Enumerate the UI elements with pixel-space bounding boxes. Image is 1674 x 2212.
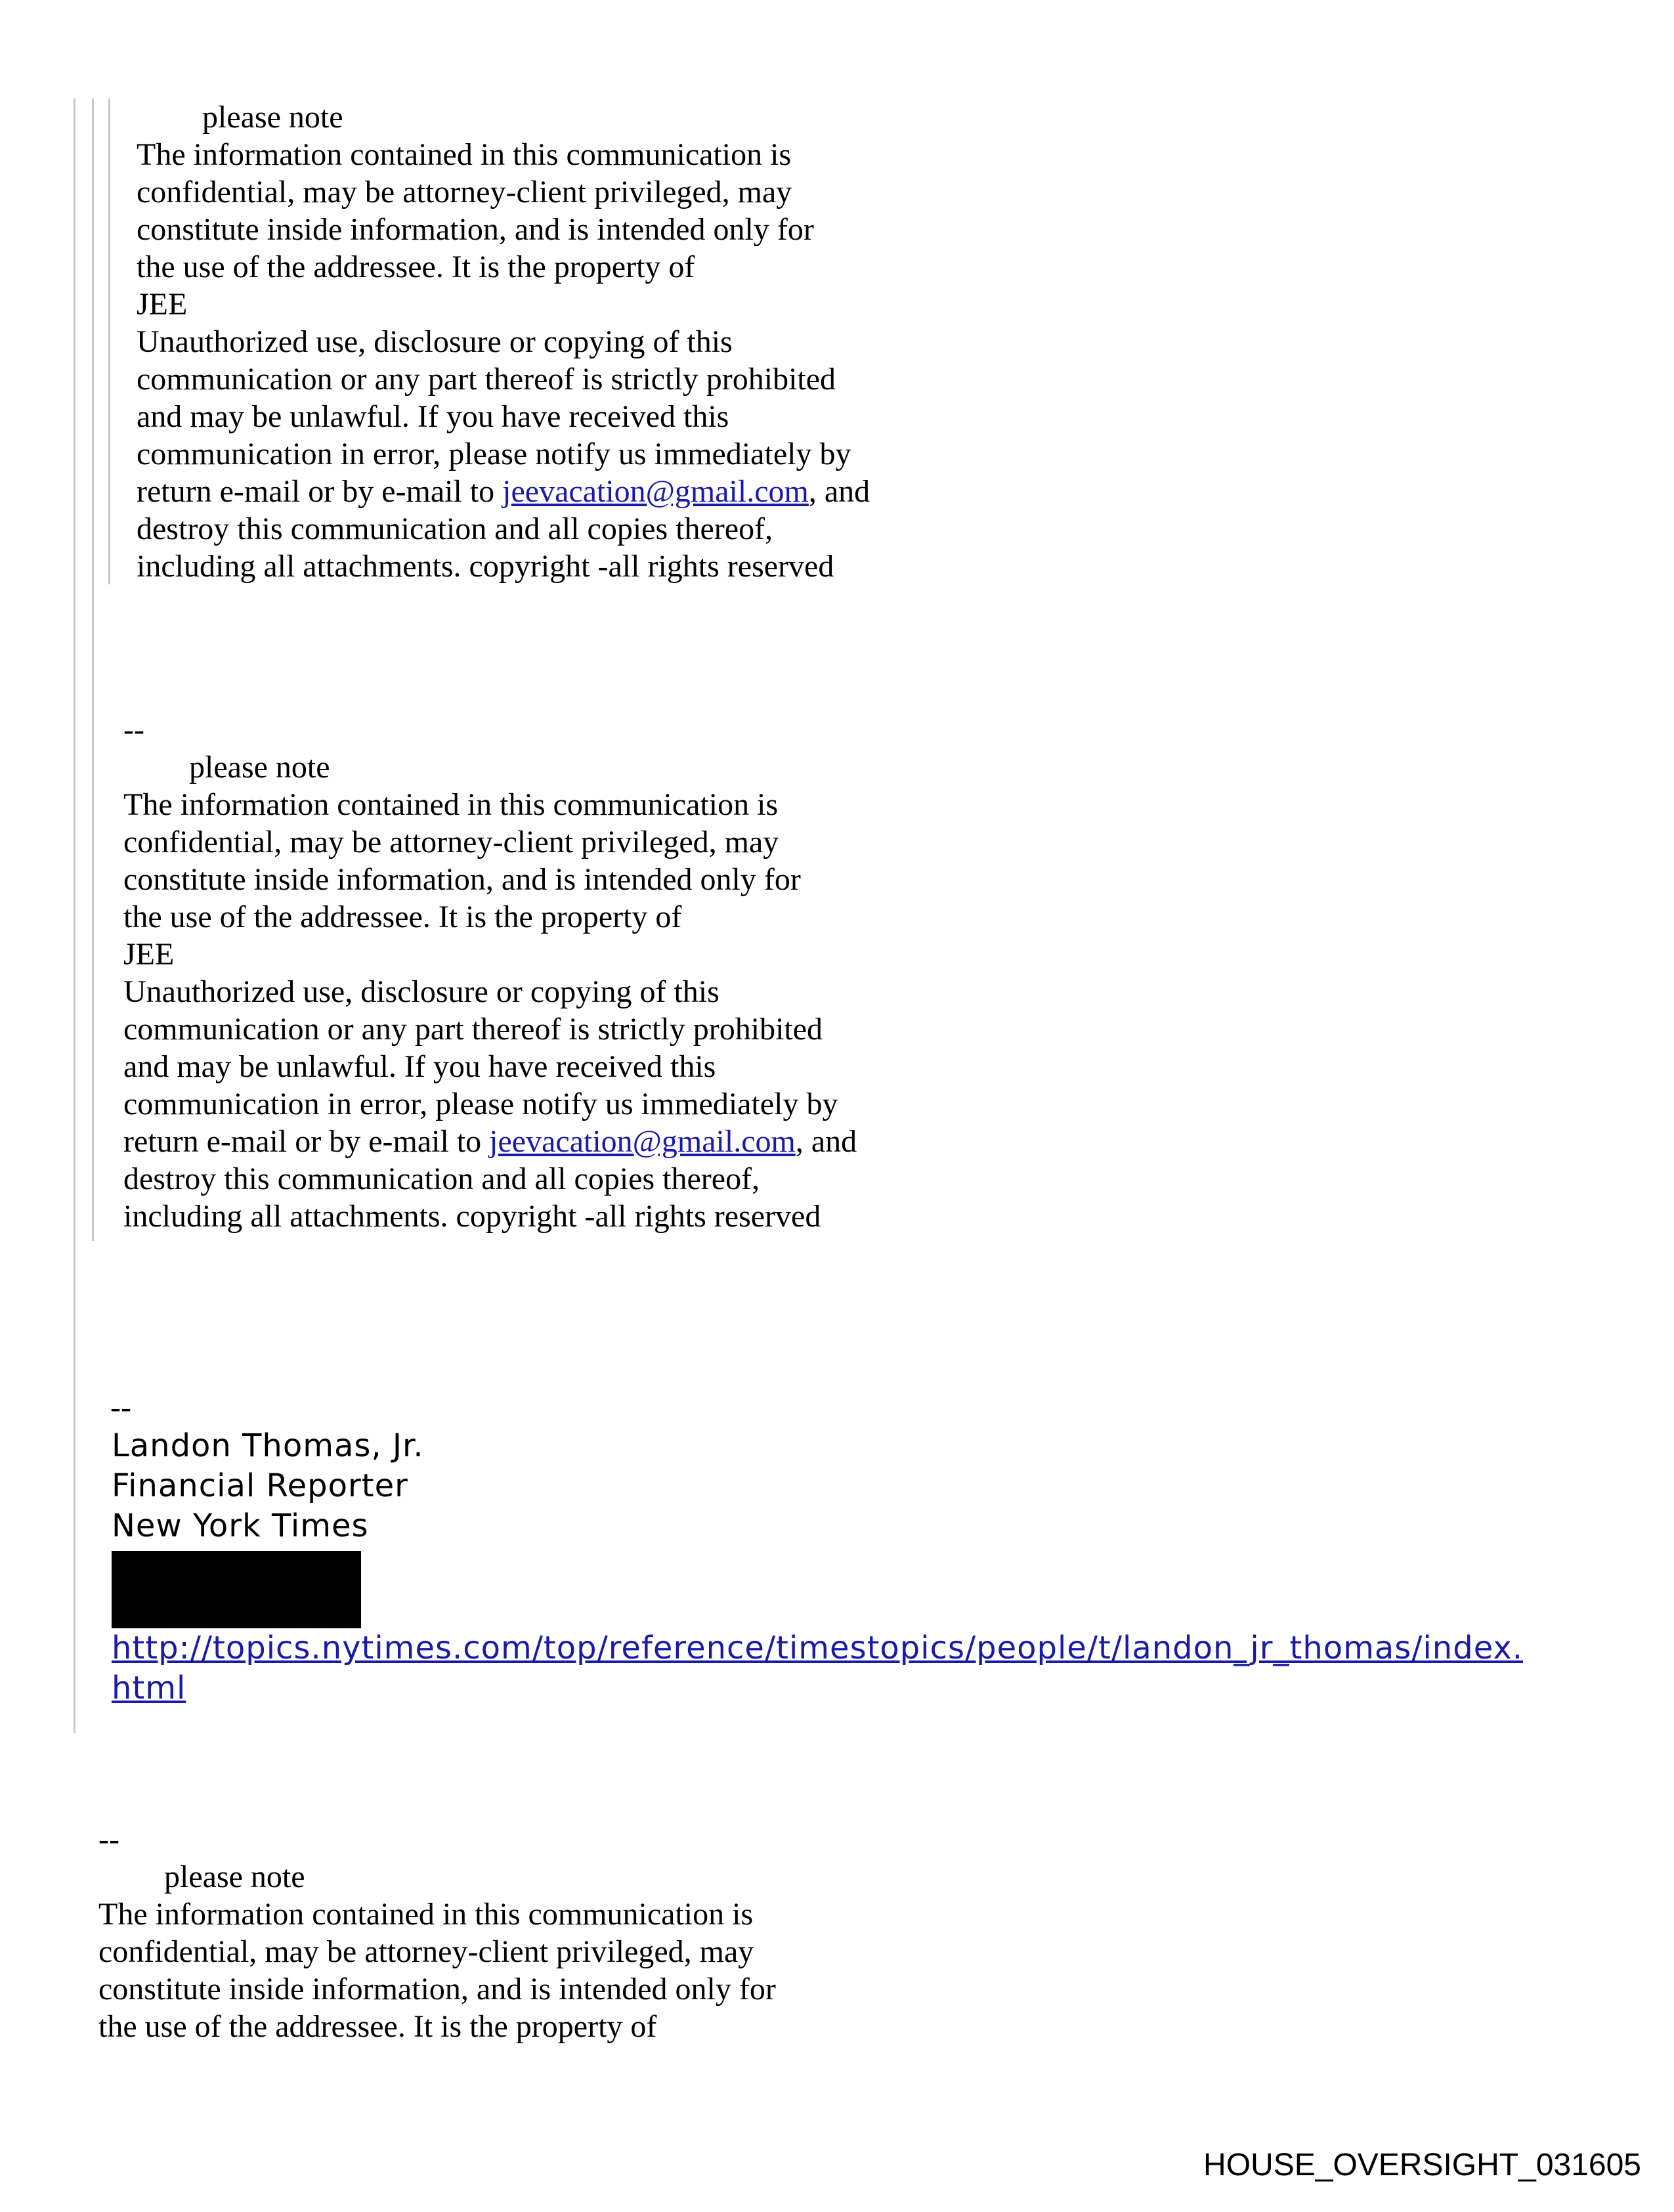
email-prefix: return e-mail or by e-mail to bbox=[137, 474, 503, 509]
disclaimer-line: constitute inside information, and is intended only for bbox=[98, 1972, 776, 2006]
disclaimer-line: constitute inside information, and is intended only for bbox=[123, 862, 801, 897]
disclaimer-line: communication or any part thereof is strictly prohibited bbox=[137, 362, 836, 397]
email-link[interactable]: jeevacation@gmail.com bbox=[502, 474, 809, 509]
separator: -- bbox=[123, 712, 144, 747]
disclaimer-line-email bbox=[137, 473, 870, 510]
disclaimer-line: constitute inside information, and is intended only for bbox=[137, 212, 814, 247]
disclaimer-line: destroy this communication and all copies thereof, bbox=[123, 1161, 760, 1196]
signature-separator bbox=[110, 1389, 131, 1426]
profile-url-link[interactable]: http://topics.nytimes.com/top/reference/timestopics/people/t/landon_jr_thomas/index. bbox=[112, 1630, 1524, 1666]
signature-title: Financial Reporter bbox=[112, 1467, 408, 1504]
disclaimer-line: Unauthorized use, disclosure or copying of this bbox=[123, 974, 719, 1009]
disclaimer-line-email bbox=[123, 1123, 857, 1160]
disclaimer-line: the use of the addressee. It is the property of bbox=[123, 900, 682, 934]
signature-name: Landon Thomas, Jr. bbox=[112, 1427, 424, 1464]
email-link[interactable]: jeevacation@gmail.com bbox=[489, 1124, 796, 1159]
separator: -- bbox=[110, 1390, 131, 1425]
signature-org: New York Times bbox=[112, 1507, 369, 1544]
disclaimer-line: and may be unlawful. If you have received this bbox=[123, 1049, 716, 1084]
disclaimer-line: confidential, may be attorney-client privileged, may bbox=[137, 175, 792, 209]
disclaimer-line: The information contained in this communication is bbox=[123, 787, 779, 822]
please-note: please note bbox=[164, 1859, 305, 1894]
profile-url-link-cont[interactable]: html bbox=[112, 1670, 186, 1706]
disclaimer-line: including all attachments. copyright -all rights reserved bbox=[137, 549, 834, 584]
disclaimer-line: communication in error, please notify us immediately by bbox=[137, 437, 851, 471]
signature-block bbox=[112, 1426, 424, 1546]
quote-bar-middle bbox=[92, 98, 94, 1241]
disclaimer-line: communication or any part thereof is strictly prohibited bbox=[123, 1012, 823, 1047]
disclaimer-line: communication in error, please notify us immediately by bbox=[123, 1087, 838, 1121]
email-prefix: return e-mail or by e-mail to bbox=[123, 1124, 490, 1159]
disclaimer-line: and may be unlawful. If you have received this bbox=[137, 399, 729, 434]
disclaimer-line: destroy this communication and all copies thereof, bbox=[137, 511, 773, 546]
signature-url bbox=[112, 1628, 1523, 1708]
disclaimer-line: the use of the addressee. It is the property of bbox=[98, 2009, 657, 2044]
disclaimer-line: the use of the addressee. It is the property of bbox=[137, 249, 695, 284]
disclaimer-line: including all attachments. copyright -all rights reserved bbox=[123, 1199, 821, 1234]
disclaimer-block-1 bbox=[137, 98, 870, 585]
redaction-box bbox=[112, 1551, 361, 1628]
quote-bar-inner bbox=[108, 98, 110, 584]
disclaimer-line: confidential, may be attorney-client privileged, may bbox=[98, 1934, 754, 1969]
disclaimer-block-3 bbox=[98, 1821, 776, 2045]
disclaimer-block-2 bbox=[123, 711, 857, 1235]
disclaimer-line: JEE bbox=[137, 287, 188, 322]
disclaimer-line: The information contained in this communication is bbox=[98, 1897, 754, 1932]
bates-number: HOUSE_OVERSIGHT_031605 bbox=[1203, 2148, 1641, 2182]
quote-bar-outer bbox=[74, 98, 75, 1733]
disclaimer-line: JEE bbox=[123, 937, 175, 972]
please-note: please note bbox=[189, 750, 330, 785]
disclaimer-line: The information contained in this communication is bbox=[137, 137, 792, 172]
disclaimer-line: Unauthorized use, disclosure or copying of this bbox=[137, 324, 733, 359]
email-suffix: , and bbox=[795, 1124, 857, 1159]
email-suffix: , and bbox=[808, 474, 870, 509]
please-note: please note bbox=[202, 100, 343, 135]
disclaimer-line: confidential, may be attorney-client privileged, may bbox=[123, 825, 779, 859]
separator: -- bbox=[98, 1822, 119, 1857]
